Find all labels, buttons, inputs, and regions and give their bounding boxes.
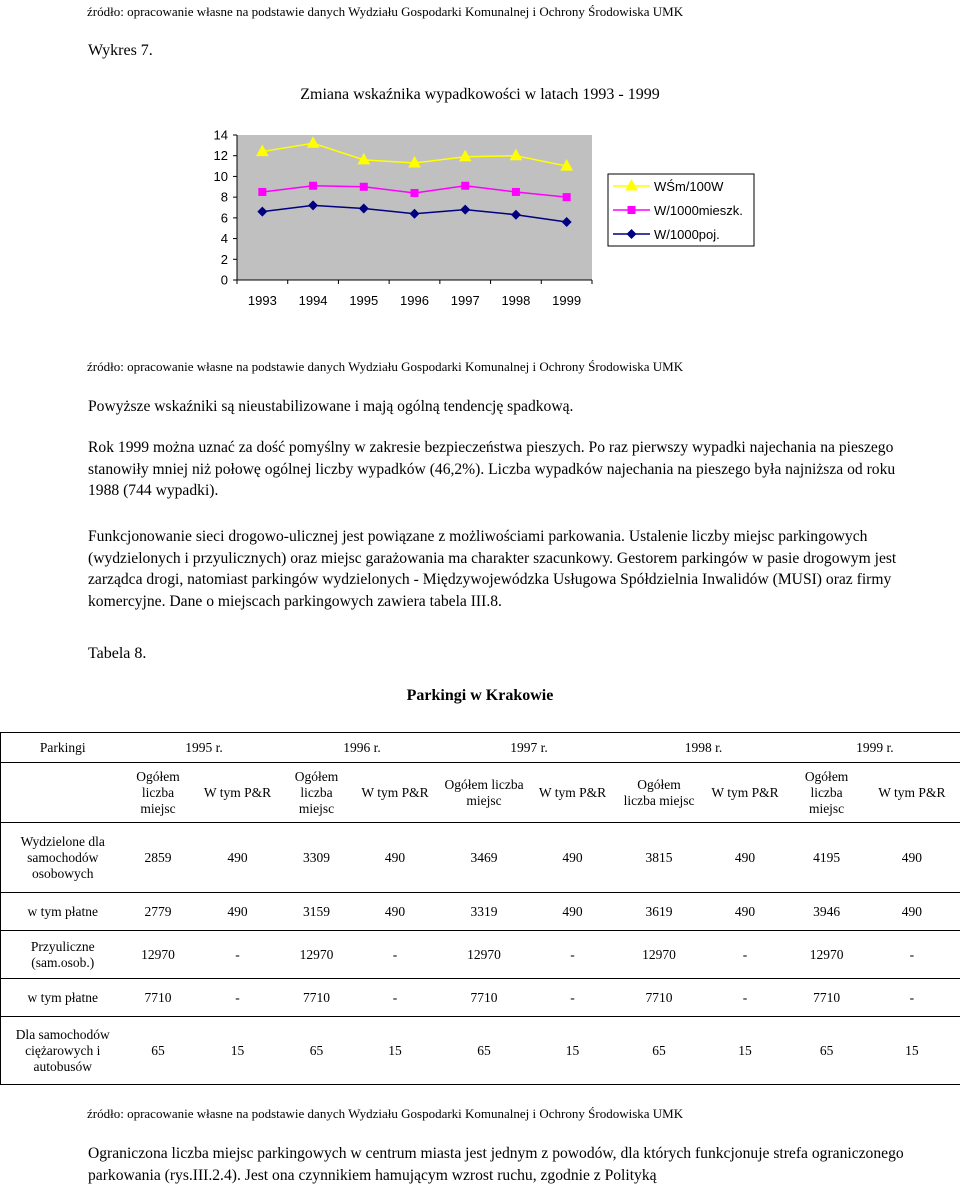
table-cell: -: [528, 979, 618, 1017]
table-cell: 3319: [441, 893, 528, 931]
source-note-chart: źródło: opracowanie własne na podstawie danych Wydziału Gospodarki Komunalnej i Ochrony Środowiska UMK: [87, 359, 683, 375]
table-cell: 12970: [441, 931, 528, 979]
subheader-total: Ogółem liczba miejsc: [441, 763, 528, 823]
source-note-top: źródło: opracowanie własne na podstawie danych Wydziału Gospodarki Komunalnej i Ochrony Środowiska UMK: [87, 4, 683, 20]
table-title: Parkingi w Krakowie: [0, 687, 960, 705]
table-cell: 490: [528, 893, 618, 931]
data-point: [360, 183, 368, 191]
table-cell: 15: [528, 1017, 618, 1085]
data-point: [512, 188, 520, 196]
y-tick-label: 10: [214, 169, 228, 184]
data-point: [628, 206, 636, 214]
table-cell: -: [350, 931, 441, 979]
data-point: [461, 182, 469, 190]
y-tick-label: 8: [221, 190, 228, 205]
legend-label: W/1000poj.: [654, 227, 720, 242]
y-tick-label: 4: [221, 231, 228, 246]
table-cell: 3469: [441, 823, 528, 893]
table-cell: -: [528, 931, 618, 979]
table-cell: 490: [350, 893, 441, 931]
table-row: [1, 1017, 960, 1085]
subheader-row: [1, 763, 960, 823]
row-label: Dla samochodów ciężarowych i autobusów: [1, 1017, 125, 1085]
table-cell: 3309: [284, 823, 350, 893]
table-cell: -: [701, 931, 790, 979]
table-row: [1, 931, 960, 979]
table-cell: 490: [701, 893, 790, 931]
table-cell: 12970: [125, 931, 192, 979]
subheader-pr: W tym P&R: [528, 763, 618, 823]
table-cell: -: [350, 979, 441, 1017]
y-tick-label: 6: [221, 210, 228, 225]
table-corner: Parkingi: [1, 733, 125, 763]
table-cell: 15: [864, 1017, 960, 1085]
year-header: 1999 r.: [790, 733, 960, 763]
subheader-total: Ogółem liczba miejsc: [125, 763, 192, 823]
data-point: [563, 193, 571, 201]
legend-label: WŚm/100W: [654, 179, 724, 194]
table-cell: 7710: [125, 979, 192, 1017]
x-tick-label: 1994: [299, 293, 328, 308]
table-cell: 3619: [618, 893, 701, 931]
y-tick-label: 12: [214, 148, 228, 163]
year-header: 1995 r.: [125, 733, 284, 763]
data-point: [258, 188, 266, 196]
data-point: [411, 189, 419, 197]
table-cell: 65: [125, 1017, 192, 1085]
table-cell: 15: [350, 1017, 441, 1085]
year-header: 1997 r.: [441, 733, 618, 763]
y-tick-label: 14: [214, 128, 228, 143]
table-cell: 3946: [790, 893, 864, 931]
table-cell: 15: [192, 1017, 284, 1085]
table-cell: 12970: [790, 931, 864, 979]
subheader-pr: W tym P&R: [864, 763, 960, 823]
x-tick-label: 1993: [248, 293, 277, 308]
table-cell: 490: [350, 823, 441, 893]
x-tick-label: 1998: [501, 293, 530, 308]
table-cell: 12970: [284, 931, 350, 979]
legend-label: W/1000mieszk.: [654, 203, 743, 218]
subheader-total: Ogółem liczba miejsc: [284, 763, 350, 823]
table-cell: 490: [864, 893, 960, 931]
table-row: [1, 893, 960, 931]
table-row: [1, 823, 960, 893]
paragraph-trend: Powyższe wskaźniki są nieustabilizowane i mają ogólną tendencję spadkową.: [88, 396, 928, 418]
table-cell: -: [192, 979, 284, 1017]
parking-table: [0, 732, 960, 1085]
subheader-pr: W tym P&R: [701, 763, 790, 823]
table-cell: 15: [701, 1017, 790, 1085]
table-cell: 490: [701, 823, 790, 893]
year-header: 1998 r.: [618, 733, 790, 763]
x-tick-label: 1999: [552, 293, 581, 308]
figure-label: Wykres 7.: [88, 42, 153, 60]
y-tick-label: 2: [221, 252, 228, 267]
row-label: w tym płatne: [1, 893, 125, 931]
table-cell: 490: [192, 893, 284, 931]
subheader-total: Ogółem liczba miejsc: [790, 763, 864, 823]
chart-title: Zmiana wskaźnika wypadkowości w latach 1993 - 1999: [0, 86, 960, 104]
paragraph-parking: Funkcjonowanie sieci drogowo-ulicznej jest powiązane z możliwościami parkowania. Ustalenie liczby miejsc parkingowych (wydzielonych i przyulicznych) oraz miejsc garażowania ma charakter szacunkowy. Gestorem parkingów w pasie drogowym jest zarządca drogi, natomiast parkingów wydzielonych - Międzywojewódzka Usługowa Spółdzielnia Inwalidów (MUSI) oraz firmy komercyjne. Dane o miejscach parkingowych zawiera tabela III.8.: [88, 526, 928, 612]
paragraph-pedestrians: Rok 1999 można uznać za dość pomyślny w zakresie bezpieczeństwa pieszych. Po raz pierwszy wypadki najechania na pieszego stanowiły mniej niż połowę ogólnej liczby wypadków (46,2%). Liczba wypadków najechania na pieszego była najniższa od roku 1988 (744 wypadki).: [88, 437, 928, 502]
subheader-pr: W tym P&R: [192, 763, 284, 823]
table-cell: 65: [618, 1017, 701, 1085]
row-label: w tym płatne: [1, 979, 125, 1017]
table-label: Tabela 8.: [88, 645, 146, 663]
x-tick-label: 1995: [349, 293, 378, 308]
row-label: Wydzielone dla samochodów osobowych: [1, 823, 125, 893]
table-cell: -: [864, 931, 960, 979]
table-cell: 490: [192, 823, 284, 893]
year-header-row: [1, 733, 960, 763]
chart-legend: [608, 174, 754, 246]
table-cell: 3815: [618, 823, 701, 893]
table-cell: 7710: [284, 979, 350, 1017]
paragraph-restricted-zone: Ograniczona liczba miejsc parkingowych w centrum miasta jest jednym z powodów, dla których funkcjonuje strefa ograniczonego parkowania (rys.III.2.4). Jest ona czynnikiem hamującym wzrost ruchu, zgodnie z Polityką: [88, 1143, 928, 1186]
table-cell: -: [864, 979, 960, 1017]
subheader-total: Ogółem liczba miejsc: [618, 763, 701, 823]
table-row: [1, 979, 960, 1017]
table-cell: -: [192, 931, 284, 979]
line-chart: [190, 120, 770, 320]
year-header: 1996 r.: [284, 733, 441, 763]
table-cell: 7710: [790, 979, 864, 1017]
y-tick-label: 0: [221, 273, 228, 288]
table-cell: 65: [790, 1017, 864, 1085]
data-point: [309, 182, 317, 190]
table-cell: 65: [441, 1017, 528, 1085]
x-tick-label: 1997: [451, 293, 480, 308]
row-label: Przyuliczne (sam.osob.): [1, 931, 125, 979]
table-cell: 2859: [125, 823, 192, 893]
x-tick-label: 1996: [400, 293, 429, 308]
table-cell: 7710: [441, 979, 528, 1017]
table-cell: -: [701, 979, 790, 1017]
table-cell: 12970: [618, 931, 701, 979]
table-cell: 65: [284, 1017, 350, 1085]
table-cell: 4195: [790, 823, 864, 893]
table-cell: 490: [864, 823, 960, 893]
source-note-table: źródło: opracowanie własne na podstawie danych Wydziału Gospodarki Komunalnej i Ochrony Środowiska UMK: [87, 1106, 683, 1122]
table-cell: 7710: [618, 979, 701, 1017]
table-cell: 2779: [125, 893, 192, 931]
table-cell: 490: [528, 823, 618, 893]
table-cell: 3159: [284, 893, 350, 931]
subheader-pr: W tym P&R: [350, 763, 441, 823]
